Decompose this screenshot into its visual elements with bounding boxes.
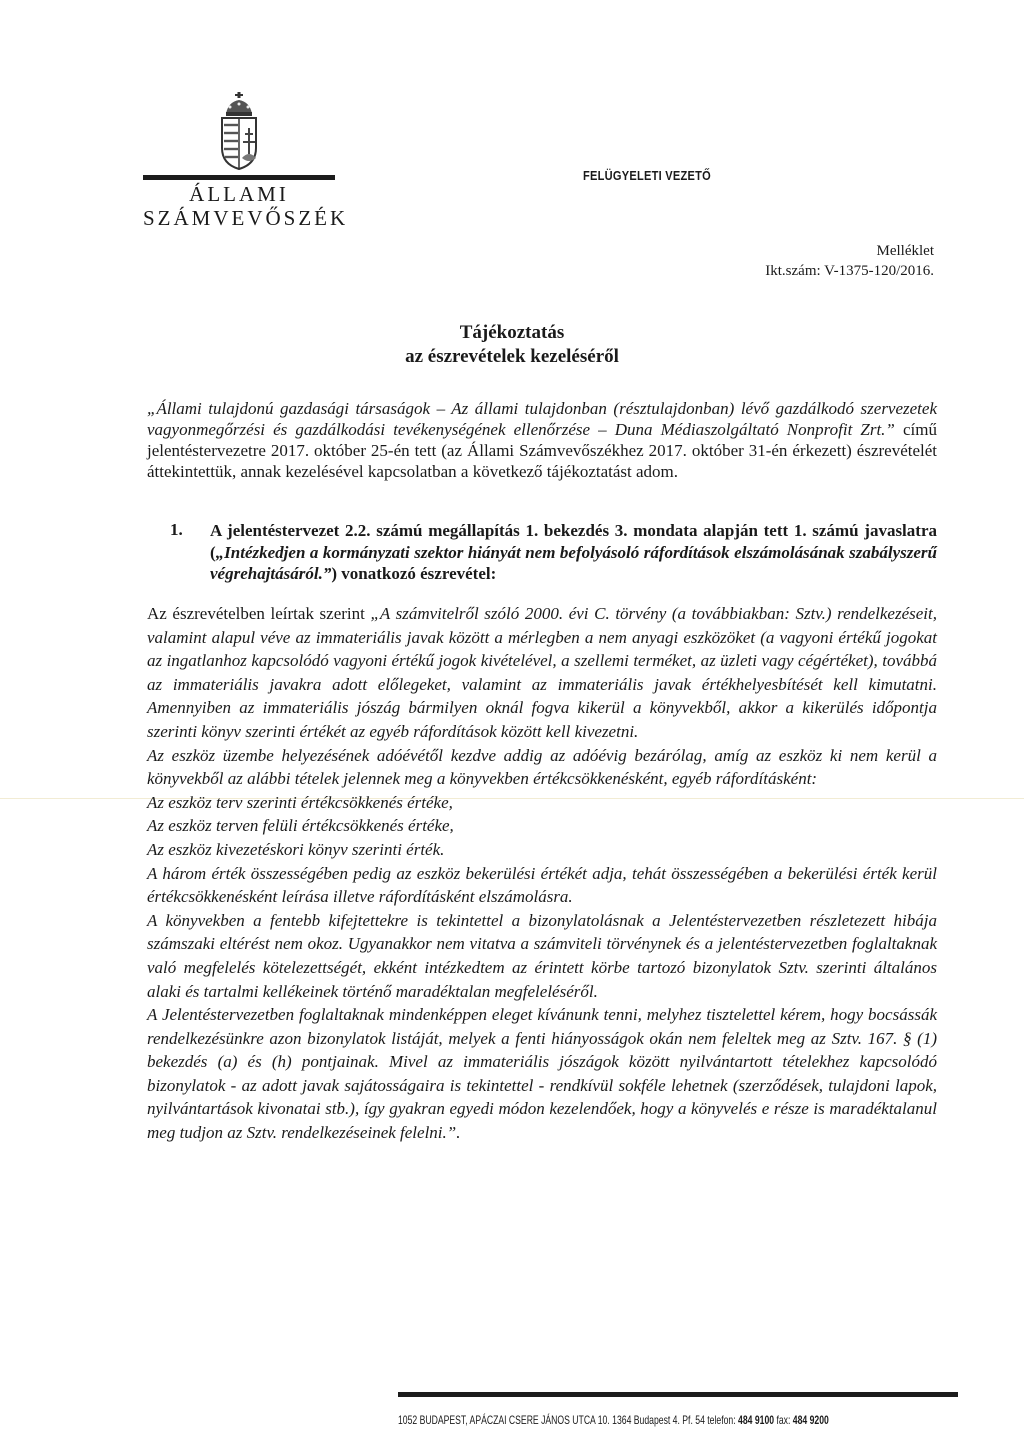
org-name-line2: SZÁMVEVŐSZÉK [143,206,349,230]
body-paragraph-1 [147,602,937,744]
intro-paragraph [147,398,937,482]
header-rule [143,175,335,180]
sender-role: FELÜGYELETI VEZETŐ [583,168,711,183]
section-heading [210,520,937,585]
footer-rule [398,1392,958,1397]
reference-number: Ikt.szám: V-1375-120/2016. [765,263,934,279]
report-title-quote: „Állami tulajdonú gazdasági társaságok – Az állami tulajdonban (résztulajdonban) lévő gazdálkodó szervezetek vagyonmegőrzési és gazdálkodási tevékenységének ellenőrzése – Duna Médiaszolgáltató Nonprofit Zrt.” [147,399,937,439]
recommendation-quote: „Intézkedjen a kormányzati szektor hiányát nem befolyásoló ráfordítások elszámolásának szabályszerű végrehajtásáról.” [210,542,937,583]
footer-fax-label: fax: [776,1413,791,1427]
body-paragraph-2: Az eszköz üzembe helyezésének adóévétől kezdve addig az adóévig bezárólag, amíg az eszköz ki nem kerül a könyvekből az alábbi tételek jelennek meg a könyvekben értékcsökkenésként, egyéb ráfordításként: [147,745,937,789]
footer-phone: 484 9100 [738,1413,775,1427]
list-item: Az eszköz kivezetéskori könyv szerinti érték. [147,839,445,859]
annex-label: Melléklet [876,243,934,259]
body-lead-text: Az észrevételben leírtak szerint [147,604,371,623]
section-heading-tail: ) vonatkozó észrevétel: [331,564,497,583]
list-item: Az eszköz terv szerinti értékcsökkenés értéke, [147,792,453,812]
section-heading-text: A jelentéstervezet 2.2. számú megállapítás 1. bekezdés 3. mondata alapján tett 1. számú javaslatra ( [210,521,937,562]
footer-address: 1052 BUDAPEST, APÁCZAI CSERE JÁNOS UTCA 10. 1364 Budapest 4. Pf. 54 telefon: [398,1413,736,1427]
org-name-line1: ÁLLAMI [189,182,289,206]
intro-text: című jelentéstervezetre 2017. október 25-én tett (az Állami Számvevőszékhez 2017. október 31-én érkezett) észrevételét áttekintettük, annak kezelésével kapcsolatban a következő tájékoztatást adom. [147,420,937,481]
body-paragraph-5: A Jelentéstervezetben foglaltaknak mindenképpen eleget kívánunk tenni, melyhez tisztelettel kérem, hogy bocsássák rendelkezésünkre azon bizonylatok listáját, melyek a fenti hiányosságok okán nem feleltek meg az Sztv. 167. § (1) bekezdés (a) és (h) pontjainak. Mivel az immateriális jószágok között nyilvántartott tételekhez kapcsolódó bizonylatok - az adott javak sajátosságaira is tekintettel - rendkívül sokféle lehetnek (szerződések, tulajdoni lapok, nyilvántartások kivonatai stb.), így gyakran egyedi módon kezelendőek, hogy a könyvelés e része is maradéktalanul meg tudjon az Sztv. rendelkezéseinek felelni.”. [147,1005,937,1143]
section-number: 1. [170,520,183,539]
body-paragraph-4: A könyvekben a fentebb kifejtettekre is tekintettel a bizonylatolásnak a Jelentéstervezetben részletezett hibája számszaki eltérést nem okoz. Ugyanakkor nem vitatva a számviteli törvénynek és a jelentéstervezetben foglaltaknak való megfelelés kötelezettségét, ekként intézkedtem az érintett körbe tartozó bizonylatok Sztv. szerinti általános alaki és tartalmi kellékeinek történő maradéktalan megfeleléséről. [147,910,937,1001]
document-subtitle: az észrevételek kezeléséről [405,346,619,367]
response-body [147,602,937,1145]
list-item: Az eszköz terven felüli értékcsökkenés értéke, [147,816,454,836]
body-quote-1: „A számvitelről szóló 2000. évi C. törvény (a továbbiakban: Sztv.) rendelkezéseit, valamint alapul véve az immateriális javak között a mérlegben a nem anyagi eszközöket (a vagyoni értékű jogokat az ingatlanhoz kapcsolódó vagyoni értékű jogok kivételével, a szellemi terméket, az üzleti vagy cégértéket), továbbá az immateriális javakra adott előlegeket, valamint az immateriális javak értékhelyesbítését kell kimutatni. Amennyiben az immateriális jószág bármilyen oknál fogva kikerül a könyvekből, akkor a kikerülés időpontja szerinti könyv szerinti értékét az egyéb ráfordítások között kell kivezetni. [147,604,937,741]
body-paragraph-3: A három érték összességében pedig az eszköz bekerülési értékét adja, tehát összességében a bekerülési érték kerül értékcsökkenésként leírása illetve ráfordításként elszámolásra. [147,863,937,907]
footer-contact [398,1413,829,1427]
footer-fax: 484 9200 [792,1413,829,1427]
document-title: Tájékoztatás [459,322,565,343]
hungarian-coat-of-arms-icon [218,92,260,170]
